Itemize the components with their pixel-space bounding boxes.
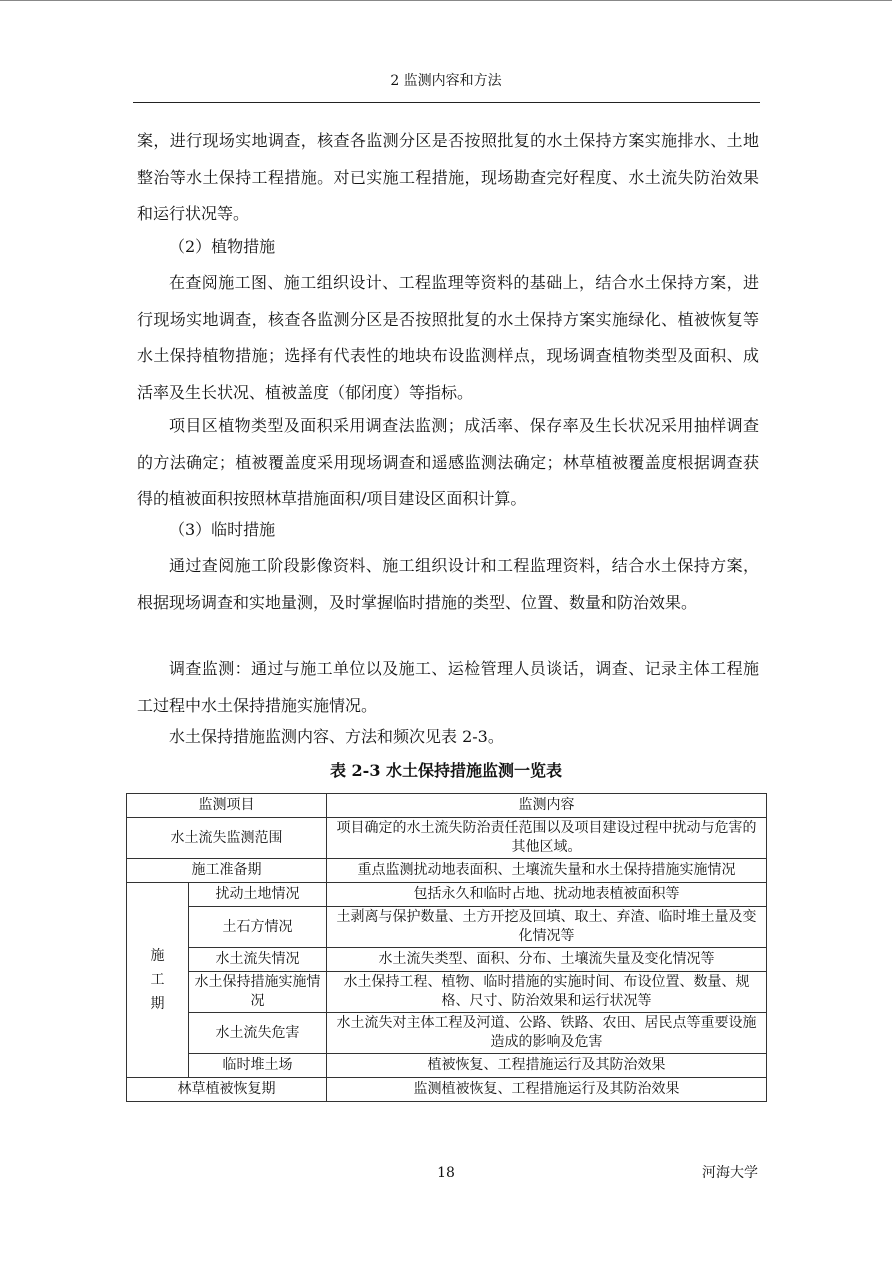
table-row bbox=[127, 1013, 767, 1054]
phase-char: 施 bbox=[150, 948, 165, 964]
table-cell-item: 水土流失危害 bbox=[189, 1013, 327, 1054]
header-cell-content: 监测内容 bbox=[327, 794, 767, 818]
table-cell-content: 水土保持工程、植物、临时措施的实施时间、布设位置、数量、规格、尺寸、防治效果和运行状况等 bbox=[327, 972, 767, 1013]
footer-organization: 河海大学 bbox=[702, 1165, 758, 1181]
top-border bbox=[0, 0, 892, 1]
construction-phase-cell bbox=[127, 883, 189, 1078]
table-title: 表 2-3 水土保持措施监测一览表 bbox=[329, 761, 563, 780]
paragraph-plant-methods: 项目区植物类型及面积采用调查法监测；成活率、保存率及生长状况采用抽样调查的方法确定；植被覆盖度采用现场调查和遥感监测法确定；林草植被覆盖度根据调查获得的植被面积按照林草措施面积/项目建设区面积计算。 bbox=[137, 416, 759, 508]
table-cell-content: 水土流失类型、面积、分布、土壤流失量及变化情况等 bbox=[327, 948, 767, 972]
header-cell-item: 监测项目 bbox=[127, 794, 327, 818]
table-cell-content: 包括永久和临时占地、扰动地表植被面积等 bbox=[327, 883, 767, 907]
table-cell-item: 扰动土地情况 bbox=[189, 883, 327, 907]
heading-plant-measures: （2）植物措施 bbox=[169, 237, 276, 256]
table-row bbox=[127, 907, 767, 948]
paragraph-temporary-measures: 通过查阅施工阶段影像资料、施工组织设计和工程监理资料，结合水土保持方案，根据现场调查和实地量测，及时掌握临时措施的类型、位置、数量和防治效果。 bbox=[137, 556, 759, 612]
table-cell-item: 水土流失情况 bbox=[189, 948, 327, 972]
table-cell-content: 监测植被恢复、工程措施运行及其防治效果 bbox=[327, 1078, 767, 1102]
table-cell-content: 土剥离与保护数量、土方开挖及回填、取土、弃渣、临时堆土量及变化情况等 bbox=[327, 907, 767, 948]
table-cell-content: 项目确定的水土流失防治责任范围以及项目建设过程中扰动与危害的其他区域。 bbox=[327, 818, 767, 859]
table-row bbox=[127, 972, 767, 1013]
running-header: 2 监测内容和方法 bbox=[390, 73, 502, 89]
table-cell-content: 重点监测扰动地表面积、土壤流失量和水土保持措施实施情况 bbox=[327, 859, 767, 883]
table-row bbox=[127, 948, 767, 972]
page-number: 18 bbox=[437, 1165, 455, 1181]
table-cell-item: 水土保持措施实施情况 bbox=[189, 972, 327, 1013]
table-cell-item: 水土流失监测范围 bbox=[127, 818, 327, 859]
table-cell-content: 植被恢复、工程措施运行及其防治效果 bbox=[327, 1054, 767, 1078]
table-cell-item: 临时堆土场 bbox=[189, 1054, 327, 1078]
paragraph-table-reference: 水土保持措施监测内容、方法和频次见表 2-3。 bbox=[169, 727, 504, 746]
table-row bbox=[127, 859, 767, 883]
phase-char: 工 bbox=[150, 972, 165, 988]
table-cell-item: 施工准备期 bbox=[127, 859, 327, 883]
table-cell-content: 水土流失对主体工程及河道、公路、铁路、农田、居民点等重要设施造成的影响及危害 bbox=[327, 1013, 767, 1054]
table-row bbox=[127, 818, 767, 859]
paragraph-survey-monitoring: 调查监测：通过与施工单位以及施工、运检管理人员谈话，调查、记录主体工程施工过程中水土保持措施实施情况。 bbox=[137, 659, 759, 715]
header-rule bbox=[133, 102, 760, 103]
monitoring-table bbox=[126, 793, 767, 1102]
heading-temporary-measures: （3）临时措施 bbox=[169, 520, 276, 539]
table-row bbox=[127, 1054, 767, 1078]
paragraph-plant-measures: 在查阅施工图、施工组织设计、工程监理等资料的基础上，结合水土保持方案，进行现场实地调查，核查各监测分区是否按照批复的水土保持方案实施绿化、植被恢复等水土保持植物措施；选择有代表性的地块布设监测样点，现场调查植物类型及面积、成活率及生长状况、植被盖度（郁闭度）等指标。 bbox=[137, 273, 759, 402]
paragraph-engineering-continued: 案，进行现场实地调查，核查各监测分区是否按照批复的水土保持方案实施排水、土地整治等水土保持工程措施。对已实施工程措施，现场勘查完好程度、水土流失防治效果和运行状况等。 bbox=[137, 131, 759, 223]
phase-char: 期 bbox=[150, 996, 165, 1012]
table-header-row bbox=[127, 794, 767, 818]
table-cell-item: 土石方情况 bbox=[189, 907, 327, 948]
table-row bbox=[127, 883, 767, 907]
table-cell-item: 林草植被恢复期 bbox=[127, 1078, 327, 1102]
table-row bbox=[127, 1078, 767, 1102]
